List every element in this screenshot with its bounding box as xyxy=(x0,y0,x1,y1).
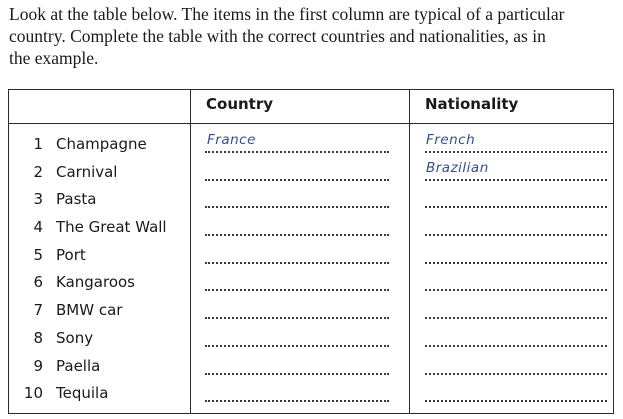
row-item: BMW car xyxy=(56,301,123,320)
instructions-line-1: Look at the table below. The items in the first column are typical of a particular xyxy=(9,4,565,24)
row-item: Tequila xyxy=(56,384,109,403)
country-answer[interactable]: France xyxy=(207,132,256,148)
header-divider xyxy=(9,123,613,124)
countries-table xyxy=(8,89,614,414)
nationality-blank[interactable] xyxy=(425,289,607,291)
header-country: Country xyxy=(206,95,274,113)
header-nationality: Nationality xyxy=(425,95,519,113)
row-item: Champagne xyxy=(56,135,147,153)
row-number: 6 xyxy=(33,273,43,292)
row-number: 7 xyxy=(33,301,43,320)
row-number: 9 xyxy=(33,356,43,375)
row-item: Kangaroos xyxy=(56,273,135,292)
table-row xyxy=(9,187,613,215)
table-body xyxy=(9,132,613,409)
row-item: Paella xyxy=(56,356,101,375)
instructions-line-2: country. Complete the table with the correct countries and nationalities, as in xyxy=(9,26,546,46)
row-item: Carnival xyxy=(56,162,118,181)
country-blank[interactable] xyxy=(205,317,389,319)
instructions-line-3: the example. xyxy=(9,48,99,68)
row-number: 10 xyxy=(23,384,43,403)
nationality-answer[interactable]: French xyxy=(426,132,476,148)
nationality-blank[interactable] xyxy=(425,206,607,208)
country-blank[interactable] xyxy=(205,345,389,347)
nationality-blank[interactable] xyxy=(425,400,607,402)
country-blank[interactable] xyxy=(205,373,389,375)
nationality-blank[interactable] xyxy=(425,373,607,375)
table-row xyxy=(9,215,613,243)
table-row xyxy=(9,381,613,409)
country-blank[interactable] xyxy=(205,289,389,291)
table-row xyxy=(9,132,613,160)
row-number: 3 xyxy=(33,190,43,209)
row-item: Port xyxy=(56,245,86,264)
nationality-answer[interactable]: Brazilian xyxy=(426,159,489,176)
row-number: 2 xyxy=(33,162,43,181)
nationality-blank[interactable] xyxy=(425,262,607,264)
table-row xyxy=(9,160,613,188)
row-item: Pasta xyxy=(56,190,97,209)
table-row xyxy=(9,354,613,382)
instructions xyxy=(9,3,609,69)
country-blank[interactable] xyxy=(205,179,389,181)
row-number: 8 xyxy=(33,328,43,347)
row-item: Sony xyxy=(56,328,94,347)
country-blank[interactable] xyxy=(205,206,389,208)
table-row xyxy=(9,270,613,298)
nationality-blank[interactable] xyxy=(425,317,607,319)
row-number: 5 xyxy=(33,245,43,264)
row-item: The Great Wall xyxy=(56,218,167,237)
table-row xyxy=(9,243,613,271)
nationality-blank[interactable] xyxy=(425,179,607,181)
row-number: 1 xyxy=(33,135,43,153)
row-number: 4 xyxy=(33,218,43,237)
country-blank[interactable] xyxy=(205,234,389,236)
nationality-blank[interactable] xyxy=(425,345,607,347)
country-blank[interactable] xyxy=(205,151,389,153)
table-row xyxy=(9,298,613,326)
nationality-blank[interactable] xyxy=(425,234,607,236)
country-blank[interactable] xyxy=(205,400,389,402)
country-blank[interactable] xyxy=(205,262,389,264)
nationality-blank[interactable] xyxy=(425,151,607,153)
table-row xyxy=(9,326,613,354)
